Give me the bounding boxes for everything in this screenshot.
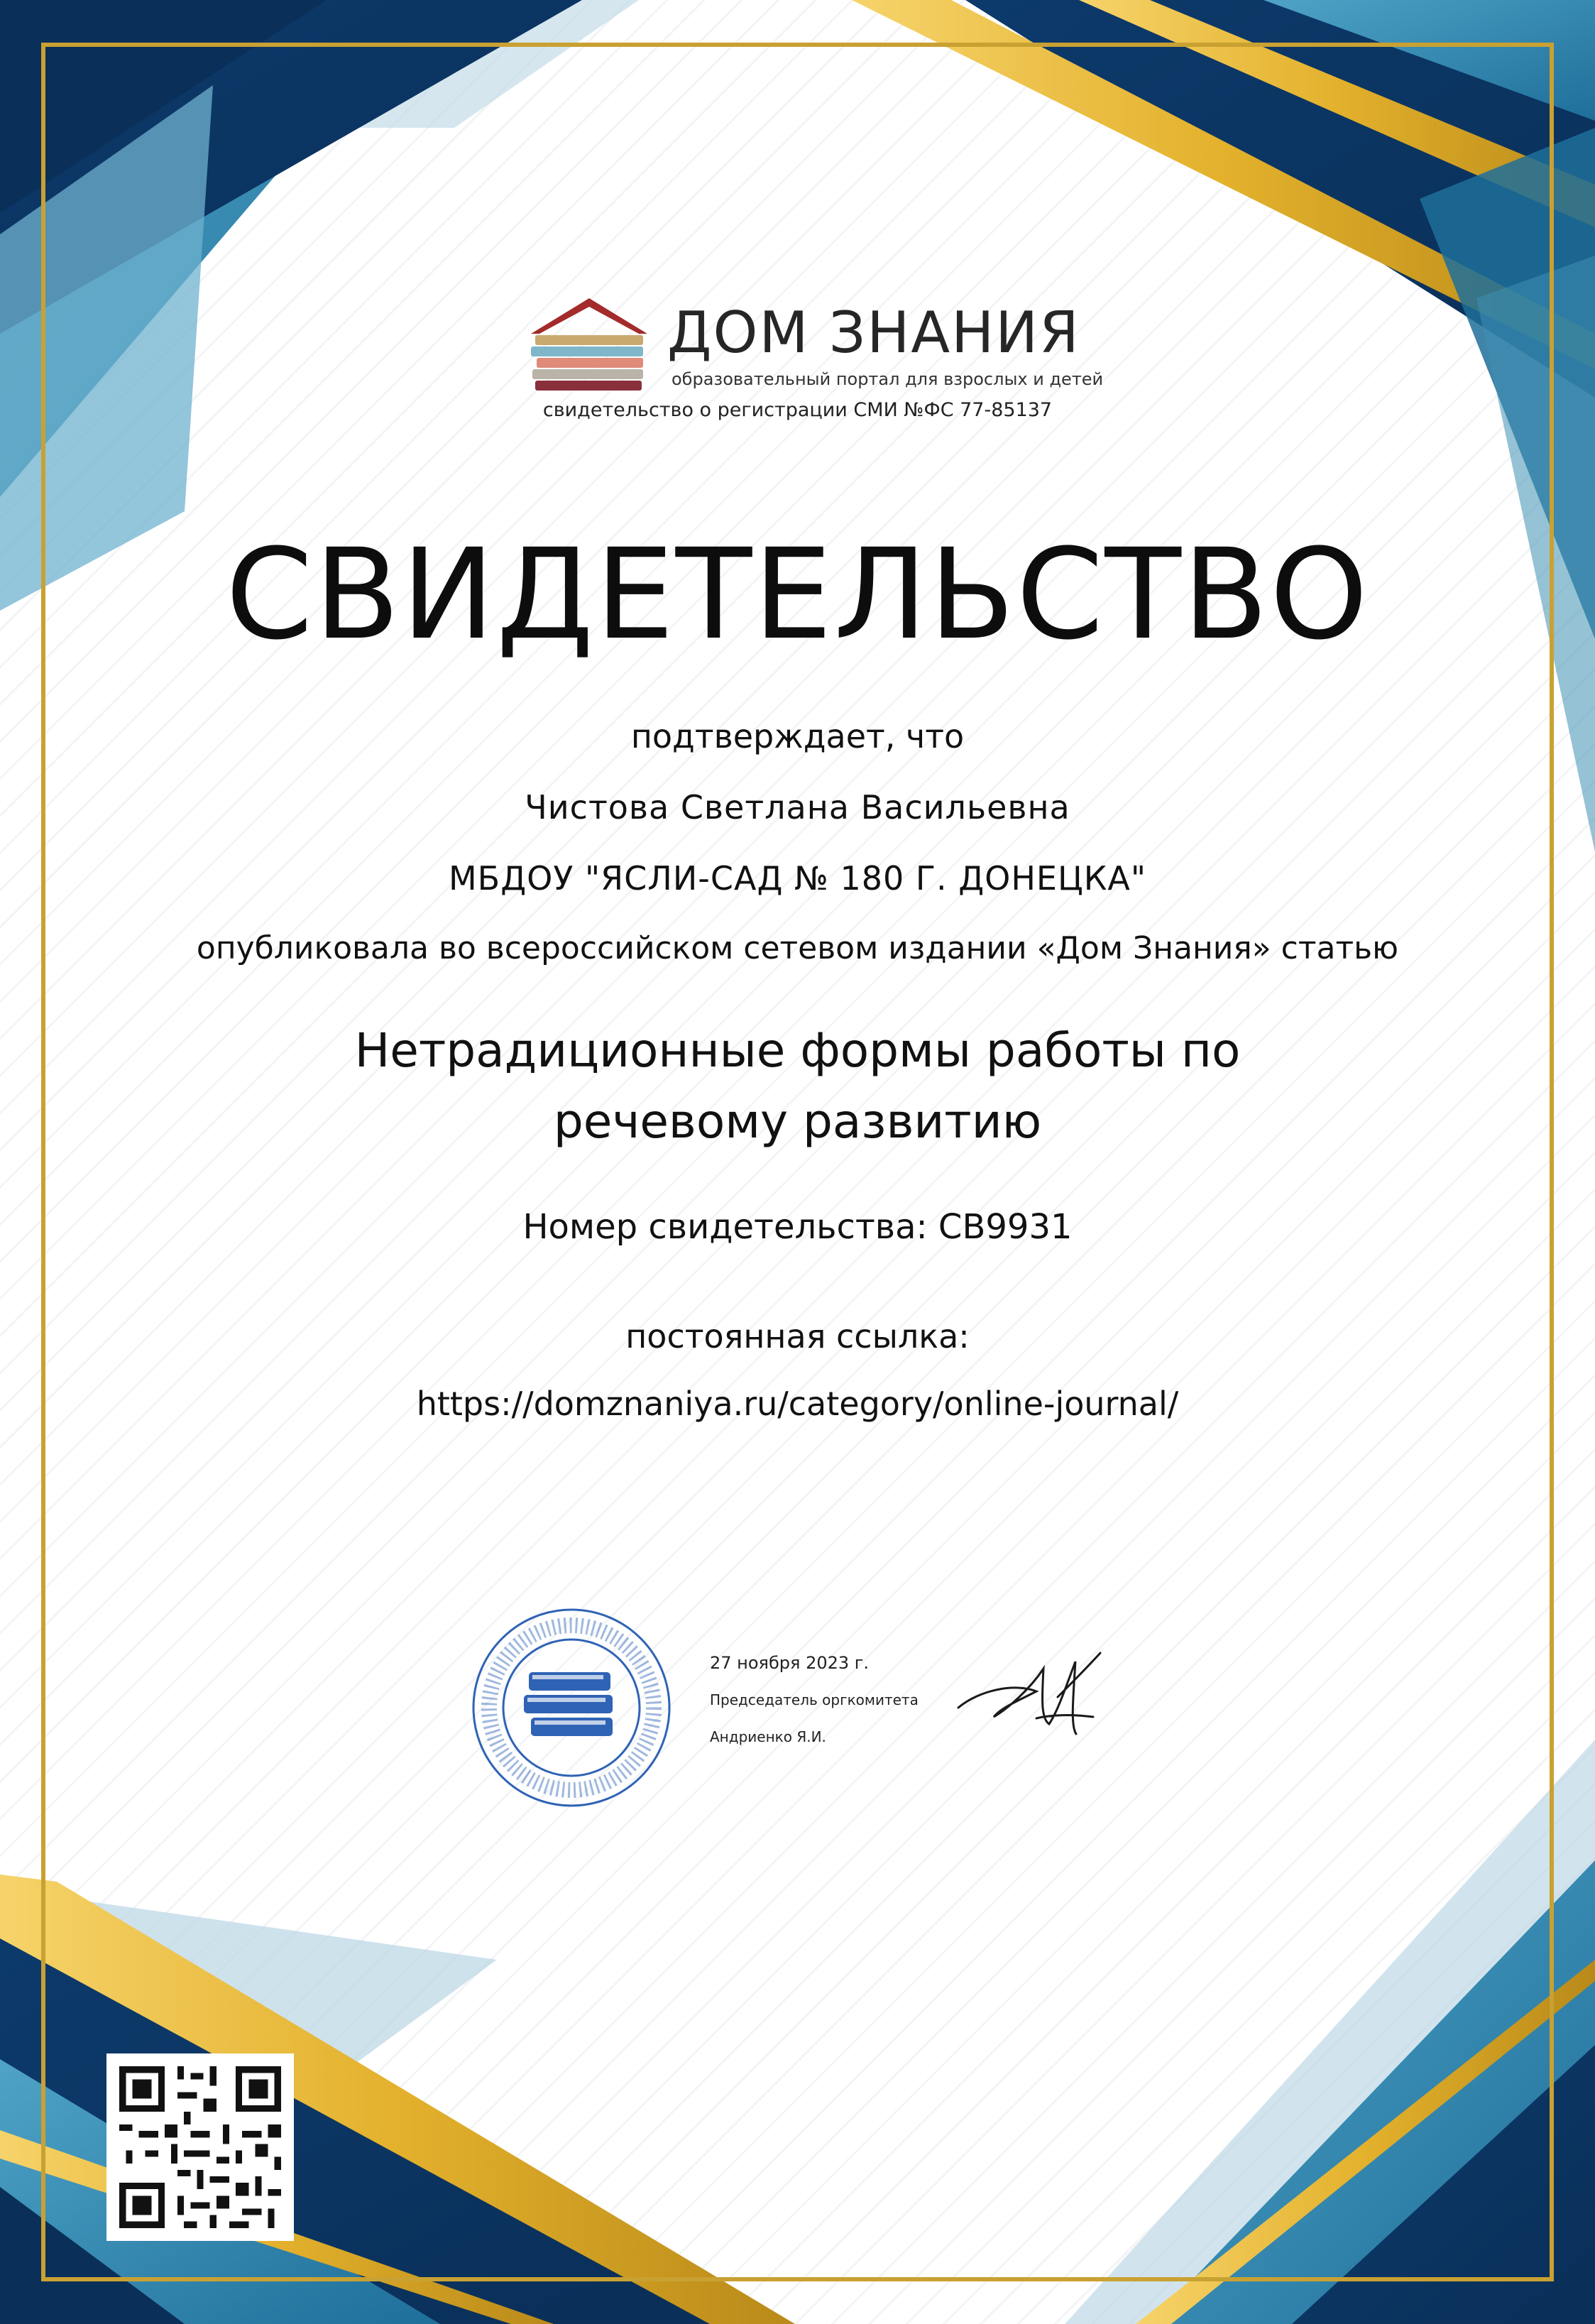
certificate-number: Номер свидетельства: СВ9931 [522, 1207, 1073, 1247]
books-house-icon [525, 291, 653, 398]
signoff-role: Председатель оргкомитета [710, 1691, 919, 1708]
handwritten-signature [951, 1640, 1107, 1754]
logo-subtitle: образовательный портал для взрослых и детей [672, 369, 1104, 389]
logo-title: ДОМ ЗНАНИЯ [667, 300, 1080, 366]
confirms-text: подтверждает, что [630, 717, 965, 755]
article-title: Нетрадиционные формы работы по речевому развитию [354, 1023, 1241, 1149]
organization-name: МБДОУ "ЯСЛИ-САД № 180 Г. ДОНЕЦКА" [448, 859, 1146, 898]
signoff-name: Андриенко Я.И. [710, 1728, 826, 1745]
permanent-link-url[interactable]: https://domznaniya.ru/category/online-journal/ [416, 1385, 1179, 1423]
signoff-block [710, 1644, 919, 1755]
certificate-title: СВИДЕТЕЛЬСТВО [225, 522, 1370, 667]
qr-code[interactable] [106, 2053, 294, 2241]
books-stack-icon [524, 1672, 613, 1736]
signoff-date: 27 ноября 2023 г. [710, 1653, 870, 1673]
registration-line: свидетельство о регистрации СМИ №ФС 77-85137 [542, 399, 1053, 421]
official-stamp [468, 1605, 674, 1811]
permanent-link-label: постоянная ссылка: [625, 1317, 970, 1355]
published-statement: опубликовала во всероссийском сетевом издании «Дом Знания» статью [196, 930, 1399, 966]
recipient-name: Чистова Светлана Васильевна [525, 788, 1070, 827]
